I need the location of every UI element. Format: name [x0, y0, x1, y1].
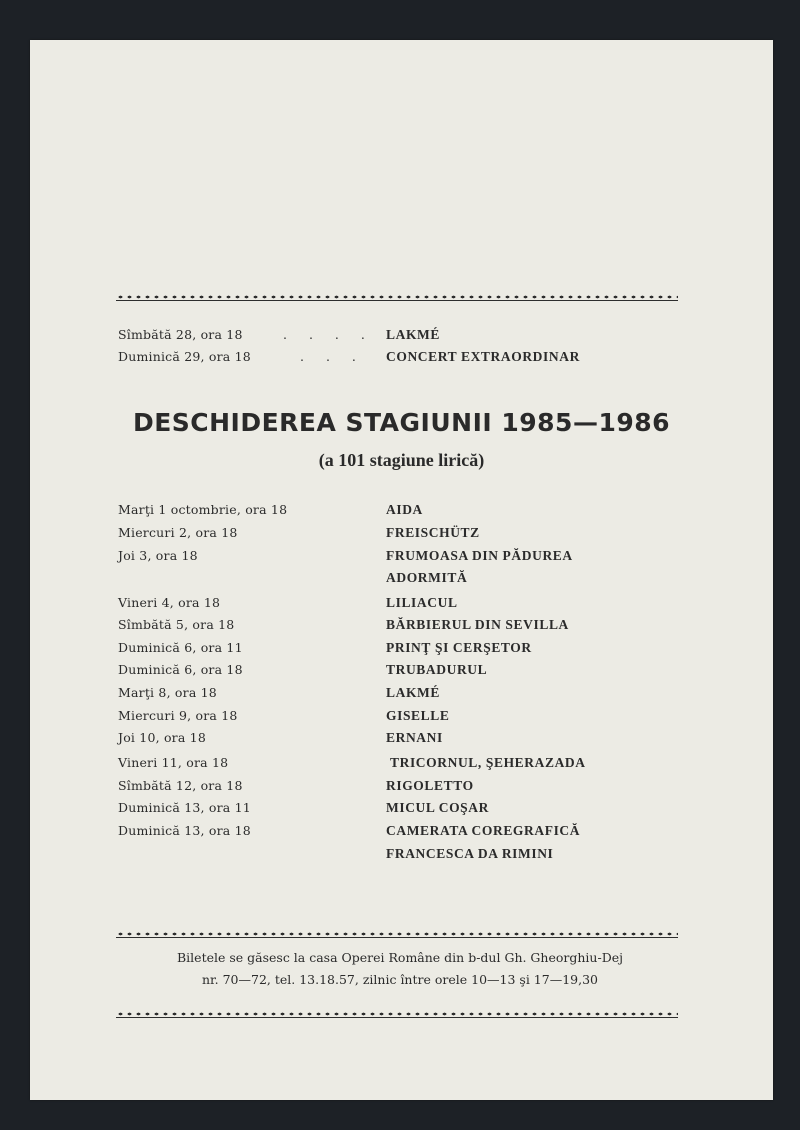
page-subtitle: (a 101 stagiune lirică)	[318, 450, 485, 470]
schedule-when: Miercuri 9, ora 18	[118, 708, 238, 723]
ticket-info-line: nr. 70—72, tel. 13.18.57, zilnic între orele 10—13 şi 17—19,30	[202, 972, 598, 987]
leader-dots: . . .	[300, 349, 365, 364]
ticket-info-line: Biletele se găsesc la casa Operei Române din b-dul Gh. Gheorghiu-Dej	[177, 950, 623, 965]
program-sheet	[30, 40, 773, 1100]
preview-title: LAKMÉ	[386, 327, 441, 342]
schedule-title: BĂRBIERUL DIN SEVILLA	[386, 617, 569, 632]
schedule-title: GISELLE	[386, 708, 450, 723]
preview-when: Duminică 29, ora 18	[118, 349, 251, 364]
leader-dots: . . . .	[283, 327, 374, 342]
preview-when: Sîmbătă 28, ora 18	[118, 327, 243, 342]
ticket-info	[110, 947, 690, 991]
schedule-row	[118, 617, 678, 639]
schedule-row	[118, 730, 678, 752]
preview-row	[118, 327, 678, 349]
schedule-row	[118, 708, 678, 730]
schedule-title: CAMERATA COREGRAFICĂ	[386, 823, 581, 838]
schedule-title: PRINŢ ŞI CERŞETOR	[386, 640, 532, 655]
schedule-row	[118, 662, 678, 684]
schedule-title: RIGOLETTO	[386, 778, 474, 793]
schedule-row	[118, 640, 678, 662]
page-title: DESCHIDEREA STAGIUNII 1985—1986	[132, 408, 671, 437]
schedule-title: FRANCESCA DA RIMINI	[386, 846, 554, 861]
schedule-title: TRUBADURUL	[386, 662, 488, 677]
schedule-row	[118, 685, 678, 707]
schedule-title: LILIACUL	[386, 595, 458, 610]
schedule-title: LAKMÉ	[386, 685, 441, 700]
schedule-row	[118, 755, 678, 777]
middle-ornament-divider	[116, 930, 678, 938]
schedule-when: Sîmbătă 12, ora 18	[118, 778, 243, 793]
top-ornament-divider	[116, 293, 678, 301]
schedule-title: AIDA	[386, 502, 423, 517]
schedule-when: Marţi 1 octombrie, ora 18	[118, 502, 288, 517]
schedule-row	[118, 525, 678, 547]
schedule-when: Duminică 13, ora 18	[118, 823, 251, 838]
schedule-row	[118, 846, 678, 868]
schedule-title: FREISCHÜTZ	[386, 525, 480, 540]
schedule-when: Duminică 6, ora 11	[118, 640, 243, 655]
preview-title: CONCERT EXTRAORDINAR	[386, 349, 580, 364]
schedule-when: Sîmbătă 5, ora 18	[118, 617, 235, 632]
schedule-title: ADORMITĂ	[386, 570, 468, 585]
schedule-title: TRICORNUL, ŞEHERAZADA	[390, 755, 586, 770]
schedule-when: Duminică 13, ora 11	[118, 800, 251, 815]
schedule-when: Vineri 4, ora 18	[118, 595, 221, 610]
schedule-row	[118, 823, 678, 845]
schedule-when: Duminică 6, ora 18	[118, 662, 243, 677]
schedule-row	[118, 548, 678, 570]
schedule-row	[118, 502, 678, 524]
schedule-row	[118, 595, 678, 617]
schedule-title: ERNANI	[386, 730, 443, 745]
schedule-when: Joi 10, ora 18	[118, 730, 206, 745]
schedule-when: Vineri 11, ora 18	[118, 755, 229, 770]
schedule-when: Marţi 8, ora 18	[118, 685, 217, 700]
schedule-row	[118, 800, 678, 822]
schedule-row	[118, 778, 678, 800]
schedule-when: Miercuri 2, ora 18	[118, 525, 238, 540]
schedule-row	[118, 570, 678, 592]
bottom-ornament-divider	[116, 1010, 678, 1018]
schedule-title: MICUL COŞAR	[386, 800, 489, 815]
preview-row	[118, 349, 678, 371]
schedule-title: FRUMOASA DIN PĂDUREA	[386, 548, 573, 563]
schedule-when: Joi 3, ora 18	[118, 548, 198, 563]
